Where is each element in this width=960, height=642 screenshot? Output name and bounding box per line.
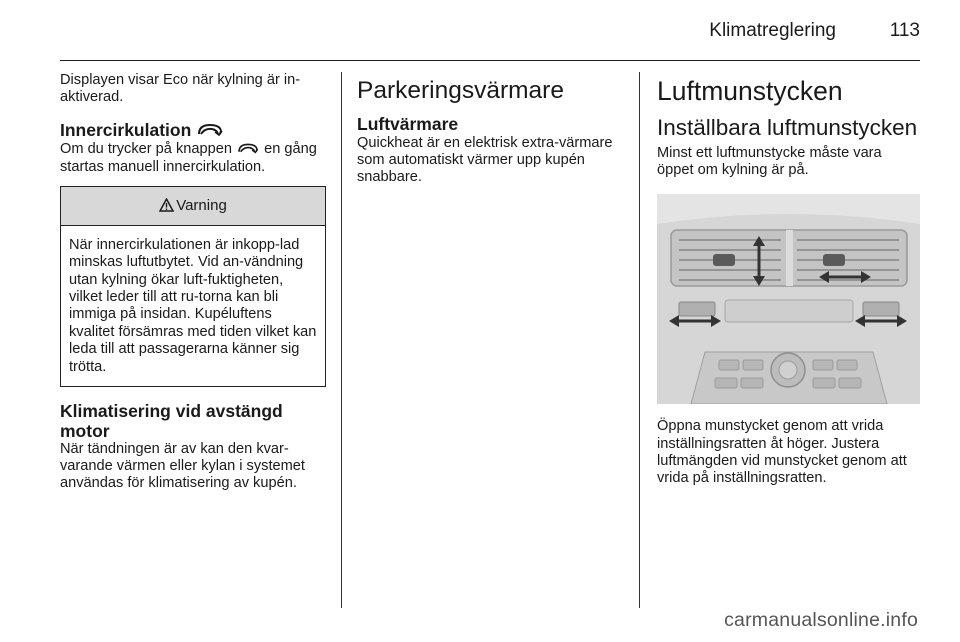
air-vents-illustration [657,194,920,404]
eco-label: Eco [163,72,189,88]
page-number: 113 [889,20,920,41]
adjustable-vents-heading: Inställbara luftmunstycken [657,115,918,140]
column-divider-1 [341,72,342,608]
air-vents-heading: Luftmunstycken [657,76,843,106]
recirc-paragraph: Om du trycker på knappen en gång startas manuell innercirkulation. [60,141,317,175]
warning-triangle-icon [159,198,174,212]
recirc-heading: Innercirkulation [60,120,326,141]
column-divider-2 [639,72,640,608]
vents-intro-paragraph: Minst ett luftmunstycke måste vara öppet om kylning är på. [657,145,882,179]
warning-text: När innercirkulationen är inkopp-lad minskas luftutbytet. Vid an-vändning utan kylning ökar luft-fuktigheten, vilket leder till att ru-torna kan bli immiga på insidan. Kupéluftens kvalitet försämras med tiden vilket kan leda till att passagerarna känner sig trötta. [69,236,317,375]
recirculation-icon [236,142,260,155]
quickheat-paragraph: Quickheat är en elektrisk extra-värmare som automatiskt värmer upp kupén snabbare. [357,135,613,186]
watermark: carmanualsonline.info [724,609,918,631]
air-heater-heading: Luftvärmare [357,114,459,134]
header-rule [60,60,920,61]
column-right [657,72,920,487]
engine-off-heading: Klimatisering vid avstängd motor [60,401,283,442]
engine-off-paragraph: När tändningen är av kan den kvar-varande värmen eller kylan i systemet användas för klimatisering av kupén. [60,441,305,492]
warning-box [60,186,326,387]
eco-paragraph: Displayen visar Eco när kylning är in-aktiverad. [60,72,301,106]
column-left [60,72,326,493]
page-header [0,0,960,62]
warning-header: Varning [61,187,325,226]
dashboard-vents-drawing [657,194,920,404]
column-middle [357,72,627,187]
parking-heater-heading: Parkeringsvärmare [357,77,564,104]
vents-instruction-paragraph: Öppna munstycket genom att vrida inställningsratten åt höger. Justera luftmängden vid munstycket genom att vrida på inställningsratten. [657,418,907,487]
chapter-title: Klimatreglering [709,20,836,41]
recirculation-icon [196,122,224,138]
